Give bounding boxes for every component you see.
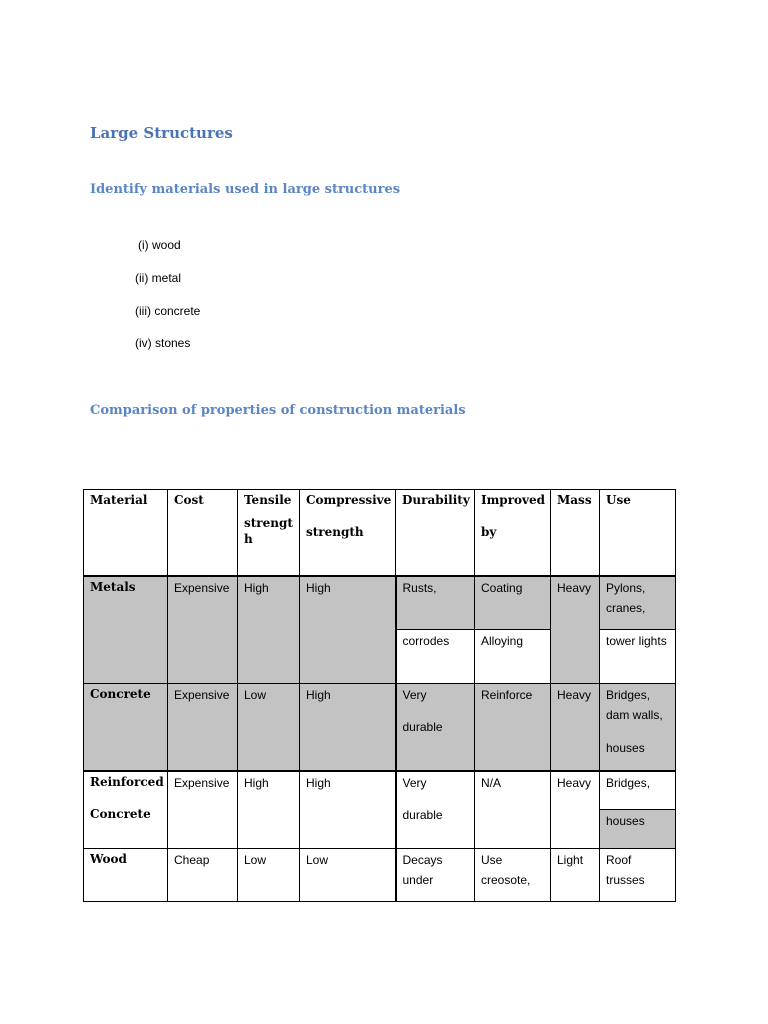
table-row-metals [84,576,676,630]
header-mass: Mass [551,490,600,576]
cell-tensile: Low [238,684,300,771]
cell-cost: Expensive [168,771,238,849]
header-durability: Durability [396,490,475,576]
cell-improved: Alloying [475,630,551,684]
cell-durability: Very durable [396,771,475,849]
cell-tensile: Low [238,849,300,902]
comparison-table [83,489,676,902]
cell-tensile: High [238,771,300,849]
cell-compressive: Low [300,849,396,902]
header-compressive-strength: Compressive strength [300,490,396,576]
cell-cost: Expensive [168,684,238,771]
cell-mass: Light [551,849,600,902]
cell-compressive: High [300,684,396,771]
cell-mass: Heavy [551,576,600,684]
cell-material: Wood [84,849,168,902]
table-row-concrete [84,684,676,771]
table-row-reinforced-concrete [84,771,676,810]
cell-mass: Heavy [551,684,600,771]
cell-use: Pylons, cranes, [600,576,676,630]
cell-use: Roof trusses [600,849,676,902]
cell-durability: Decays under [396,849,475,902]
header-use: Use [600,490,676,576]
table-row-wood [84,849,676,902]
cell-compressive: High [300,576,396,684]
cell-durability: corrodes [396,630,475,684]
cell-material: Reinforced Concrete [84,771,168,849]
cell-cost: Expensive [168,576,238,684]
section-heading-materials: Identify materials used in large structures [90,182,401,197]
cell-improved: N/A [475,771,551,849]
cell-compressive: High [300,771,396,849]
cell-tensile: High [238,576,300,684]
cell-cost: Cheap [168,849,238,902]
cell-use: Bridges, [600,771,676,810]
section-heading-comparison: Comparison of properties of construction materials [90,403,466,418]
list-item: (ii) metal [135,271,182,285]
header-cost: Cost [168,490,238,576]
cell-use: tower lights [600,630,676,684]
cell-use: Bridges, dam walls, houses [600,684,676,771]
document-title: Large Structures [90,124,233,142]
cell-material: Metals [84,576,168,684]
table-header-row [84,490,676,576]
cell-improved: Coating [475,576,551,630]
header-improved-by: Improved by [475,490,551,576]
header-material: Material [84,490,168,576]
cell-improved: Use creosote, [475,849,551,902]
list-item: (i) wood [138,238,181,252]
list-item: (iv) stones [135,336,191,350]
cell-improved: Reinforce [475,684,551,771]
cell-durability: Rusts, [396,576,475,630]
header-tensile-strength: Tensile strengt h [238,490,300,576]
cell-use: houses [600,810,676,849]
cell-material: Concrete [84,684,168,771]
cell-mass: Heavy [551,771,600,849]
list-item: (iii) concrete [135,304,201,318]
cell-durability: Very durable [396,684,475,771]
